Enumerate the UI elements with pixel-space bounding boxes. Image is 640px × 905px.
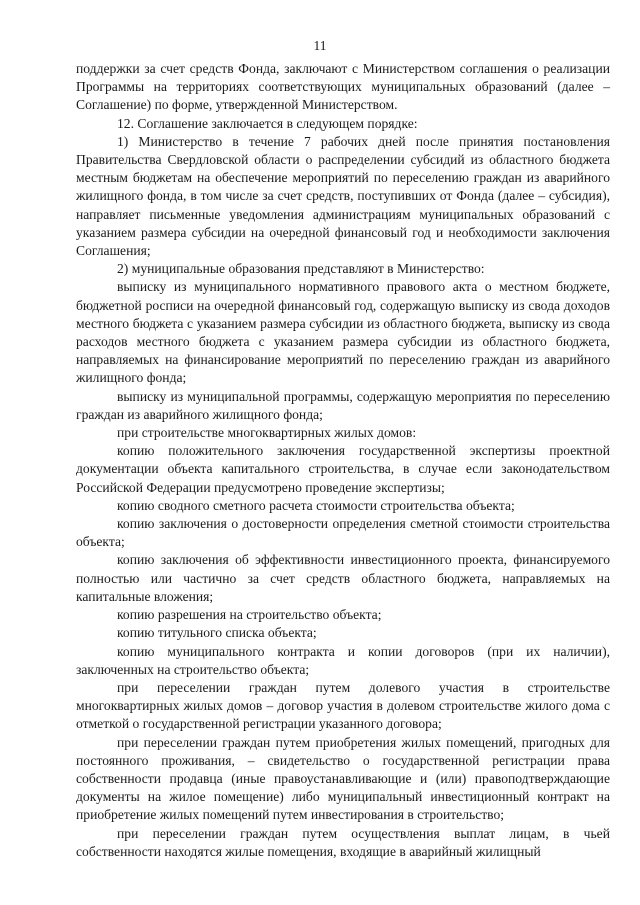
paragraph: копию сводного сметного расчета стоимости строительства объекта; [117,497,515,513]
paragraph: при переселении граждан путем приобретения жилых помещений, пригодных для постоянного проживания, – свидетельство о государственной регистрации права собственности продавца (иные правоустанавливающие и (или) правоподтверждающие документы на жилое помещение) либо муниципальный инвестиционный контракт на приобретение жилых помещений путем инвестирования в строительство; [76,734,610,823]
paragraph: копию заключения об эффективности инвестиционного проекта, финансируемого полностью или частично за счет средств областного бюджета, направляемых на капитальные вложения; [76,552,610,604]
paragraph: при переселении граждан путем осуществления выплат лицам, в чьей собственности находятся жилые помещения, входящие в аварийный жилищный [76,825,610,859]
paragraph: 12. Соглашение заключается в следующем порядке: [117,115,418,131]
document-body [76,60,610,861]
paragraph: поддержки за счет средств Фонда, заключают с Министерством соглашения о реализации Программы на территориях соответствующих муниципальных образований (далее – Соглашение) по форме, утвержденной Министерством. [76,61,610,113]
paragraph: копию титульного списка объекта; [117,625,317,641]
page-number: 11 [313,38,327,53]
paragraph: копию муниципального контракта и копии договоров (при их наличии), заключенных на строительство объекта; [76,643,610,677]
paragraph: выписку из муниципальной программы, содержащую мероприятия по переселению граждан из аварийного жилищного фонда; [76,388,610,422]
paragraph: копию заключения о достоверности определения сметной стоимости строительства объекта; [76,516,610,550]
paragraph: при строительстве многоквартирных жилых домов: [117,425,417,441]
paragraph: выписку из муниципального нормативного правового акта о местном бюджете, бюджетной росписи на очередной финансовый год, содержащую выписку из свода доходов местного бюджета с указанием размера субсидии из областного бюджета, выписку из свода расходов местного бюджета с указанием размера субсидии из областного бюджета, направляемых на финансирование мероприятий по переселению граждан из аварийного жилищного фонда; [76,279,610,386]
paragraph: при переселении граждан путем долевого участия в строительстве многоквартирных жилых домов – договор участия в долевом строительстве жилого дома с отметкой о государственной регистрации указанного договора; [76,679,610,732]
paragraph: копию разрешения на строительство объекта; [117,607,382,623]
paragraph: 1) Министерство в течение 7 рабочих дней после принятия постановления Правительства Свердловской области о распределении субсидий из областного бюджета местным бюджетам на обеспечение мероприятий по переселению граждан из аварийного жилищного фонда, в том числе за счет средств, поступивших от Фонда (далее – субсидия), направляет письменные уведомления администрациям муниципальных образований с указанием размера субсидии на очередной финансовый год и необходимости заключения Соглашения; [76,133,610,259]
paragraph: копию положительного заключения государственной экспертизы проектной документации объекта капитального строительства, в случае если законодательством Российской Федерации предусмотрено проведение экспертизы; [76,443,610,495]
paragraph: 2) муниципальные образования представляют в Министерство: [117,261,485,277]
